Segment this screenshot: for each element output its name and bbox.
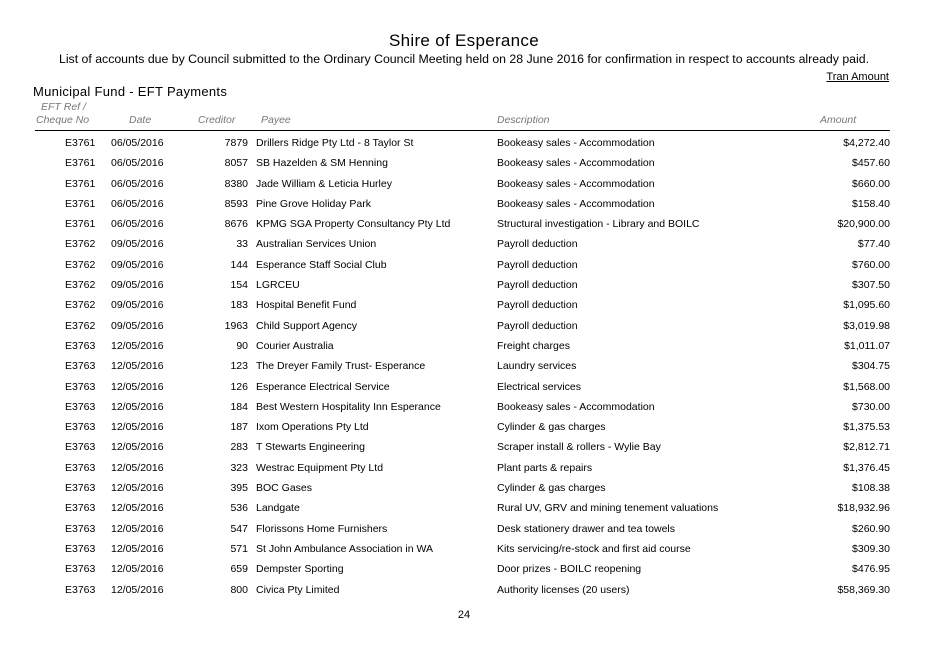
cell-creditor: 184	[230, 400, 248, 413]
cell-description: Door prizes - BOILC reopening	[497, 563, 642, 576]
cell-description: Plant parts & repairs	[497, 461, 593, 474]
cell-cheque-no: E3763	[65, 339, 96, 352]
cell-payee: Ixom Operations Pty Ltd	[256, 421, 369, 434]
document-subtitle: List of accounts due by Council submitted to the Ordinary Council Meeting held on 28 June 2016 for confirmation in respect to accounts already paid.	[58, 52, 869, 66]
cell-creditor: 283	[230, 441, 248, 454]
cell-payee: T Stewarts Engineering	[256, 441, 365, 454]
table-row	[0, 519, 928, 539]
section-title: Municipal Fund - EFT Payments	[33, 84, 228, 99]
table-row	[0, 478, 928, 498]
cell-description: Structural investigation - Library and BOILC	[497, 218, 700, 231]
cell-creditor: 8593	[224, 197, 248, 210]
cell-amount: $20,900.00	[837, 218, 890, 231]
cell-description: Kits servicing/re-stock and first aid course	[497, 542, 691, 555]
cell-amount: $2,812.71	[843, 441, 890, 454]
table-row	[0, 559, 928, 579]
cell-amount: $730.00	[852, 400, 890, 413]
cell-payee: Best Western Hospitality Inn Esperance	[256, 400, 441, 413]
cell-date: 12/05/2016	[111, 502, 164, 515]
cell-date: 09/05/2016	[111, 279, 164, 292]
cell-date: 06/05/2016	[111, 177, 164, 190]
cell-creditor: 536	[230, 502, 248, 515]
table-row	[0, 539, 928, 559]
cell-creditor: 187	[230, 421, 248, 434]
cell-description: Payroll deduction	[497, 279, 578, 292]
cell-cheque-no: E3763	[65, 542, 96, 555]
cell-cheque-no: E3761	[65, 137, 96, 149]
cell-amount: $158.40	[852, 197, 890, 210]
table-row	[0, 498, 928, 518]
table-row	[0, 580, 928, 600]
cell-payee: KPMG SGA Property Consultancy Pty Ltd	[256, 218, 451, 231]
header-divider	[35, 130, 890, 131]
table-row	[0, 437, 928, 457]
cell-cheque-no: E3763	[65, 482, 96, 495]
cell-creditor: 126	[230, 380, 248, 393]
cell-amount: $77.40	[857, 238, 890, 251]
cell-creditor: 395	[230, 482, 248, 495]
table-row	[0, 153, 928, 173]
cell-creditor: 8676	[224, 218, 248, 231]
cell-cheque-no: E3761	[65, 177, 96, 190]
cell-creditor: 154	[230, 279, 248, 292]
table-row	[0, 295, 928, 315]
cell-date: 12/05/2016	[111, 522, 164, 535]
cell-amount: $309.30	[852, 542, 890, 555]
cell-amount: $457.60	[852, 157, 890, 170]
cell-creditor: 800	[230, 583, 248, 596]
cell-cheque-no: E3763	[65, 421, 96, 434]
cell-payee: Esperance Electrical Service	[256, 380, 390, 393]
payments-table-body	[0, 133, 928, 600]
cell-cheque-no: E3762	[65, 279, 96, 292]
cell-payee: The Dreyer Family Trust- Esperance	[256, 360, 426, 373]
cell-creditor: 33	[236, 238, 248, 251]
cell-amount: $1,095.60	[843, 299, 890, 312]
cell-payee: St John Ambulance Association in WA	[256, 542, 434, 555]
cell-payee: Pine Grove Holiday Park	[256, 197, 371, 210]
cell-date: 09/05/2016	[111, 299, 164, 312]
cell-date: 12/05/2016	[111, 482, 164, 495]
cell-date: 12/05/2016	[111, 421, 164, 434]
cell-date: 12/05/2016	[111, 339, 164, 352]
cell-creditor: 183	[230, 299, 248, 312]
cell-description: Desk stationery drawer and tea towels	[497, 522, 676, 535]
cell-creditor: 7879	[224, 137, 248, 149]
cell-description: Bookeasy sales - Accommodation	[497, 400, 655, 413]
cell-description: Cylinder & gas charges	[497, 482, 606, 495]
table-row	[0, 458, 928, 478]
cell-creditor: 144	[230, 258, 248, 271]
table-row	[0, 255, 928, 275]
table-row	[0, 275, 928, 295]
cell-cheque-no: E3763	[65, 380, 96, 393]
cell-date: 06/05/2016	[111, 218, 164, 231]
cell-description: Bookeasy sales - Accommodation	[497, 137, 655, 149]
cell-payee: Civica Pty Limited	[256, 583, 340, 596]
cell-description: Freight charges	[497, 339, 570, 352]
cell-amount: $304.75	[852, 360, 890, 373]
cell-creditor: 1963	[224, 319, 248, 332]
table-row	[0, 234, 928, 254]
header-eft-ref: EFT Ref /	[41, 101, 86, 113]
cell-payee: Australian Services Union	[256, 238, 377, 251]
cell-payee: SB Hazelden & SM Henning	[256, 157, 388, 170]
cell-amount: $4,272.40	[843, 137, 890, 149]
cell-creditor: 659	[230, 563, 248, 576]
cell-payee: Westrac Equipment Pty Ltd	[256, 461, 384, 474]
cell-amount: $18,932.96	[837, 502, 890, 515]
document-title: Shire of Esperance	[389, 31, 539, 50]
cell-cheque-no: E3762	[65, 299, 96, 312]
cell-payee: Drillers Ridge Pty Ltd - 8 Taylor St	[256, 137, 414, 149]
cell-amount: $108.38	[852, 482, 890, 495]
cell-description: Authority licenses (20 users)	[497, 583, 630, 596]
cell-amount: $476.95	[852, 563, 890, 576]
cell-date: 12/05/2016	[111, 542, 164, 555]
cell-amount: $58,369.30	[837, 583, 890, 596]
cell-date: 12/05/2016	[111, 400, 164, 413]
cell-creditor: 123	[230, 360, 248, 373]
cell-creditor: 571	[230, 542, 248, 555]
cell-cheque-no: E3763	[65, 583, 96, 596]
table-row	[0, 356, 928, 376]
table-row	[0, 194, 928, 214]
table-row	[0, 417, 928, 437]
cell-date: 12/05/2016	[111, 461, 164, 474]
cell-creditor: 547	[230, 522, 248, 535]
cell-amount: $1,568.00	[843, 380, 890, 393]
cell-amount: $260.90	[852, 522, 890, 535]
cell-payee: Landgate	[256, 502, 300, 515]
cell-payee: Esperance Staff Social Club	[256, 258, 387, 271]
cell-creditor: 90	[236, 339, 248, 352]
cell-description: Payroll deduction	[497, 238, 578, 251]
cell-cheque-no: E3763	[65, 441, 96, 454]
cell-description: Payroll deduction	[497, 299, 578, 312]
cell-payee: Courier Australia	[256, 339, 334, 352]
cell-cheque-no: E3762	[65, 258, 96, 271]
header-description: Description	[497, 114, 550, 126]
cell-description: Bookeasy sales - Accommodation	[497, 177, 655, 190]
header-creditor: Creditor	[198, 114, 236, 126]
cell-cheque-no: E3763	[65, 502, 96, 515]
cell-cheque-no: E3763	[65, 400, 96, 413]
cell-amount: $1,011.07	[844, 339, 890, 352]
cell-amount: $3,019.98	[843, 319, 890, 332]
cell-description: Payroll deduction	[497, 319, 578, 332]
cell-cheque-no: E3761	[65, 218, 96, 231]
cell-date: 06/05/2016	[111, 157, 164, 170]
cell-date: 09/05/2016	[111, 258, 164, 271]
cell-date: 06/05/2016	[111, 197, 164, 210]
cell-date: 12/05/2016	[111, 441, 164, 454]
table-row	[0, 174, 928, 194]
cell-payee: BOC Gases	[256, 482, 313, 495]
cell-amount: $760.00	[852, 258, 890, 271]
cell-date: 12/05/2016	[111, 563, 164, 576]
cell-cheque-no: E3763	[65, 563, 96, 576]
header-cheque-no: Cheque No	[36, 114, 90, 126]
cell-description: Bookeasy sales - Accommodation	[497, 197, 655, 210]
header-date: Date	[129, 114, 152, 126]
cell-description: Bookeasy sales - Accommodation	[497, 157, 655, 170]
cell-description: Rural UV, GRV and mining tenement valuations	[497, 502, 719, 515]
cell-description: Payroll deduction	[497, 258, 578, 271]
cell-creditor: 8380	[224, 177, 248, 190]
table-row	[0, 336, 928, 356]
cell-payee: Jade William & Leticia Hurley	[256, 177, 392, 190]
cell-description: Cylinder & gas charges	[497, 421, 606, 434]
header-payee: Payee	[261, 114, 291, 126]
cell-amount: $1,376.45	[843, 461, 890, 474]
cell-date: 12/05/2016	[111, 583, 164, 596]
cell-cheque-no: E3763	[65, 461, 96, 474]
cell-description: Electrical services	[497, 380, 582, 393]
cell-payee: Hospital Benefit Fund	[256, 299, 357, 312]
cell-cheque-no: E3761	[65, 157, 96, 170]
cell-cheque-no: E3762	[65, 319, 96, 332]
cell-creditor: 323	[230, 461, 248, 474]
cell-date: 09/05/2016	[111, 238, 164, 251]
cell-cheque-no: E3763	[65, 522, 96, 535]
cell-description: Scraper install & rollers - Wylie Bay	[497, 441, 661, 454]
cell-cheque-no: E3761	[65, 197, 96, 210]
cell-date: 09/05/2016	[111, 319, 164, 332]
cell-cheque-no: E3762	[65, 238, 96, 251]
cell-date: 06/05/2016	[111, 137, 164, 149]
cell-date: 12/05/2016	[111, 360, 164, 373]
cell-description: Laundry services	[497, 360, 577, 373]
table-row	[0, 214, 928, 234]
table-row	[0, 377, 928, 397]
cell-payee: LGRCEU	[256, 279, 300, 292]
page-number: 24	[457, 609, 471, 621]
table-row	[0, 397, 928, 417]
cell-payee: Dempster Sporting	[256, 563, 344, 576]
cell-date: 12/05/2016	[111, 380, 164, 393]
cell-amount: $307.50	[852, 279, 890, 292]
cell-payee: Child Support Agency	[256, 319, 357, 332]
cell-creditor: 8057	[224, 157, 248, 170]
table-row	[0, 133, 928, 153]
header-amount: Amount	[820, 114, 857, 126]
cell-cheque-no: E3763	[65, 360, 96, 373]
cell-payee: Florissons Home Furnishers	[256, 522, 388, 535]
tran-amount-label: Tran Amount	[826, 71, 889, 83]
table-row	[0, 316, 928, 336]
cell-amount: $660.00	[852, 177, 890, 190]
cell-amount: $1,375.53	[843, 421, 890, 434]
